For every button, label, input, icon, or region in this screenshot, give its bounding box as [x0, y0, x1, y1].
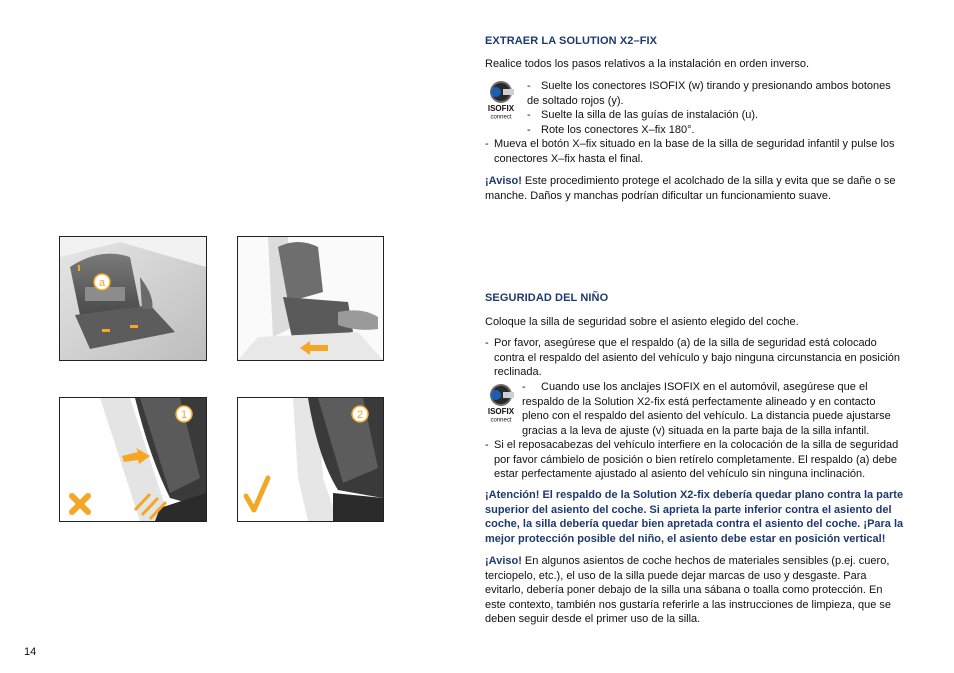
isofix-connect-icon — [484, 80, 518, 120]
remove-bullet: - Mueva el botón X–fix situado en la base de la silla de seguridad infantil y pulse los conectores X–fix hasta el final. — [485, 138, 895, 165]
safety-warning: ¡Aviso! En algunos asientos de coche hechos de materiales sensibles (p.ej. cuero, terciopelo, etc.), el uso de la silla puede dejar marcas de uso y desgaste. Para evitarlo, debería poner debajo de la silla una sábana o toalla como protección. En este contexto, también nos gustaría referirle a las instrucciones de limpieza, que se deben seguir desde el primer uso de la silla. — [485, 555, 891, 626]
section-intro-remove: Realice todos los pasos relativos a la instalación en orden inverso. — [485, 58, 810, 70]
seat-side-illustration — [238, 237, 383, 360]
isofix-connect-icon-2 — [484, 383, 518, 423]
isofix-logo-word-2: ISOFIX — [487, 407, 515, 416]
isofix-logo-word: ISOFIX — [487, 104, 515, 113]
safety-bullet-1: - Por favor, asegúrese que el respaldo (a) de la silla de seguridad está colocado contra el respaldo del asiento del vehículo y bajo ninguna circunstancia en posición reclinada. — [485, 337, 901, 379]
section-title-safety: SEGURIDAD DEL NIÑO — [485, 292, 609, 304]
figure-label-2: 2 — [356, 409, 364, 421]
remove-warning: ¡Aviso! Este procedimiento protege el acolchado de la silla y evita que se dañe o se manche. Daños y manchas podrían dificultar un funcionamiento suave. — [485, 175, 896, 202]
figure-seat-side — [237, 236, 384, 361]
figure-wrong-position — [59, 397, 207, 522]
isofix-step-1b: de soltado rojos (y). — [527, 94, 624, 107]
isofix-step-1: - Suelte los conectores ISOFIX (w) tirando y presionando ambos botones — [527, 80, 891, 92]
figure-label-1: 1 — [180, 409, 188, 421]
figure-label-a: a — [98, 277, 106, 289]
section-intro-safety: Coloque la silla de seguridad sobre el asiento elegido del coche. — [485, 316, 799, 328]
safety-isofix-text: - Cuando use los anclajes ISOFIX en el automóvil, asegúrese que el respaldo de la Solution X2-fix está perfectamente alineado y en contacto pleno con el respaldo del asiento del vehículo. La distancia puede ajustarse gracias a la leva de ajuste (v) situada en la parte baja de la silla infantil. — [522, 381, 891, 437]
isofix-logo-sub-2: connect — [490, 417, 512, 423]
wrong-position-illustration — [60, 398, 206, 521]
isofix-steps — [527, 79, 927, 137]
isofix-logo-sub: connect — [490, 114, 512, 120]
safety-attention: ¡Atención! El respaldo de la Solution X2-fix debería quedar plano contra la parte superior del asiento del coche. Si aprieta la parte inferior contra el asiento del coche, la silla debería quedar bien apretada contra el asiento del coche. ¡Para la mejor protección posible del niño, el asiento debe estar en posición vertical! — [485, 489, 904, 545]
section-title-remove: EXTRAER LA SOLUTION X2–FIX — [485, 35, 658, 47]
safety-bullet-2: - Si el reposacabezas del vehículo interfiere en la colocación de la silla de seguridad por favor cámbielo de posición o bien retírelo completamente. El respaldo (a) debe estar perfectamente ajustado al asiento del vehículo sin ninguna inclinación. — [485, 439, 899, 481]
isofix-step-3: - Rote los conectores X–fix 180°. — [527, 123, 695, 136]
isofix-step-2: - Suelte la silla de las guías de instalación (u). — [527, 109, 759, 122]
page-number: 14 — [24, 646, 37, 658]
correct-position-illustration — [238, 398, 383, 521]
figure-seat-front — [59, 236, 207, 361]
seat-front-illustration — [60, 237, 206, 360]
figure-correct-position — [237, 397, 384, 522]
